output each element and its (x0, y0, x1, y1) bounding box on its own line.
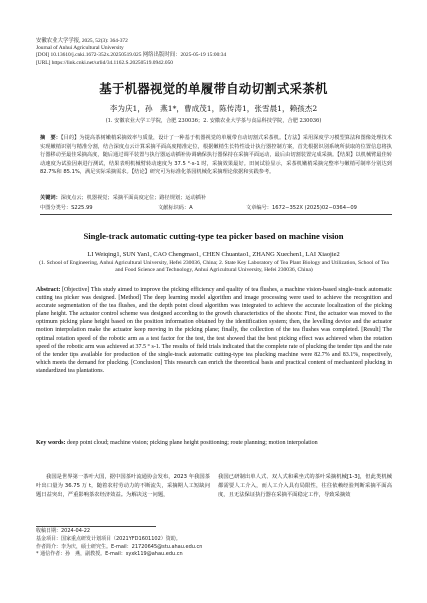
keywords-cn-text: 深度点云；机器视觉；采摘平面高度定位；路径规划；运动插补 (60, 195, 207, 201)
footnote (36, 528, 396, 559)
paper-title-cn: 基于机器视觉的单履带自动切割式采茶机 (99, 81, 328, 96)
authors-en: LI Weiqing1, SUN Yan1, CAO Chengmao1, CHEN Chuantao1, ZHANG Xuechen1, LAI Xiaojie2 (87, 251, 340, 258)
journal-citation-cn: 安徽农业大学学报, 2025, 52(3): 364-372 (36, 38, 128, 44)
received-date: 收稿日期：2024-04-22 (36, 528, 91, 534)
doi-line[interactable]: [DOI] 10.13610/j.cnki.1672-352x.20250519.025 网络出版时间：2025-05-19 15:00:34 (36, 52, 227, 59)
article-number: 文章编号：1672−352X (2025)02−0364−09 (246, 205, 357, 211)
keywords-cn (40, 194, 392, 201)
clc-number: 中图分类号：S225.99 (40, 205, 93, 211)
keywords-en-label: Key words: (36, 440, 66, 446)
affiliation-en: (1. School of Engineering, Anhui Agricultural University, Hefei 230036, China; 2. State Key Laboratory of Tea Plant Biology and Utilization, School of Tea and Food Science and Technology, Anhui Agricultural University, Hefei 230036, China) (39, 260, 389, 274)
abstract-cn (40, 134, 392, 177)
fund-info: 基金项目：国家重点研发计划项目（2021YFD1601102）资助。 (36, 535, 181, 542)
body-column-right: 我国已研制出单人式、双人式和乘坐式的茶叶采摘机械[1-3]，但此类机械都需要人工介入，而人工介入具有局限性，往往依赖经验判断采摘平面高度，且无法保证执行器在采摘平面稳定工作，导致采摘效 (218, 474, 392, 499)
abstract-cn-text: 【目的】为提高茶树嫩梢采摘效率与质量，设计了一种基于机器视觉的单履带自动切割式采茶机。【方法】采用深度学习模型算法和图像处理技术实现嫩梢识别与精准分割，结合深度点云计算采摘平面高度精准定位，根据嫩梢生长特性设计执行器控制方案，首先根据识别系统所获取的位置信息将执行器移动至最佳采摘高度，随后通过调平装置与执行器运动插补协调确保执行器保持在采摘平面运动，最后由切割装置完成采摘。【结果】以机械臂最佳转动速度为试验因素进行测试，结果表明机械臂转动速度为 37.5 °·s-1 时，采摘效果最好。田间试验显示，采茶机嫩梢采摘完整率与嫩梢可制率分别达到 82.7%和 85.1%，满足实际采摘需求。【结论】研究可为标准化茶园机械化采摘理论依据和实践参考。 (40, 135, 392, 176)
keywords-en (36, 439, 392, 447)
paper-title-en: Single-track automatic cutting-type tea picker based on machine vision (83, 231, 344, 241)
abstract-en-text: [Objective] This study aimed to improve the picking efficiency and quality of tea flushes, a machine vision-based single-track automatic cutting tea picker was designed. [Method] The deep learning model algorithm and image processing were used to achieve the recognition and accurate segmentation of the tea flushes, and the depth point cloud algorithm was integrated to achieve the accurate localization of the picking plane height. The actuator control scheme was designed according to the growth characteristics of the shoots: First, the actuator was moved to the optimum picking plane height based on the position information obtained by the identification system; then, the levelling device and the actuator motion interpolation make the actuator keep moving in the picking plane; finally, the collection of the tea flushes was completed. [Result] The optimal rotation speed of the robotic arm as a test factor for the test, the test showed that the best picking effect was achieved when the rotation speed of the robotic arm was achieved at 37.5 ° s-1. The results of field trials indicated that the complete rate of plucking the tender tips and the rate of the tender tips available for production of the single-track automatic cutting-type tea plucking machine were 82.7% and 83.1%, respectively, which meets the demand for plucking. [Conclusion] This research can enrich the theoretical basis and practical content of mechanized plucking in standardized tea plantations. (36, 287, 392, 374)
corresponding-author: * 通信作者：孙 燕，副教授。E-mail：syxk119@ahau.edu.cn (36, 551, 183, 558)
journal-header (36, 38, 396, 67)
abstract-en-label: Abstract: (36, 287, 61, 293)
abstract-en (36, 286, 392, 375)
keywords-cn-label: 关键词： (40, 195, 61, 201)
journal-name-en: Journal of Anhui Agricultural University (36, 45, 124, 52)
abstract-cn-label: 摘 要： (40, 135, 62, 141)
document-code: 文献标识码：A (158, 205, 193, 211)
keywords-en-text: deep point cloud; machine vision; picking plane height positioning; route planning; motion interpolation (67, 440, 318, 446)
body-column-left: 我国是世界第一茶叶大国，据中国茶叶流通协会发布，2023 年我国茶叶出口量为 36.75 万 t，随着农村劳动力的不断流失，采摘期人工短缺问题日益突出，严重影响茶农经济效益。为解决这一问题， (36, 474, 210, 499)
author-info: 作者简介：李为庆，硕士研究生。E-mail：21720645@stu.ahau.edu.cn (36, 543, 203, 550)
url-line[interactable]: [URL] https://link.cnki.net/urlid/34.1162.S.20250519.0942.050 (36, 59, 173, 66)
section-divider (40, 214, 392, 215)
footnote-divider (36, 526, 156, 527)
affiliation-cn: (1. 安徽农业大学工学院，合肥 230036；2. 安徽农业大学茶与食品科技学院，合肥 230036) (105, 118, 322, 124)
authors-cn: 李为庆1，孙 燕1*，曹成茂1，陈传涛1，张雪晨1，赖孩杰2 (109, 104, 318, 113)
